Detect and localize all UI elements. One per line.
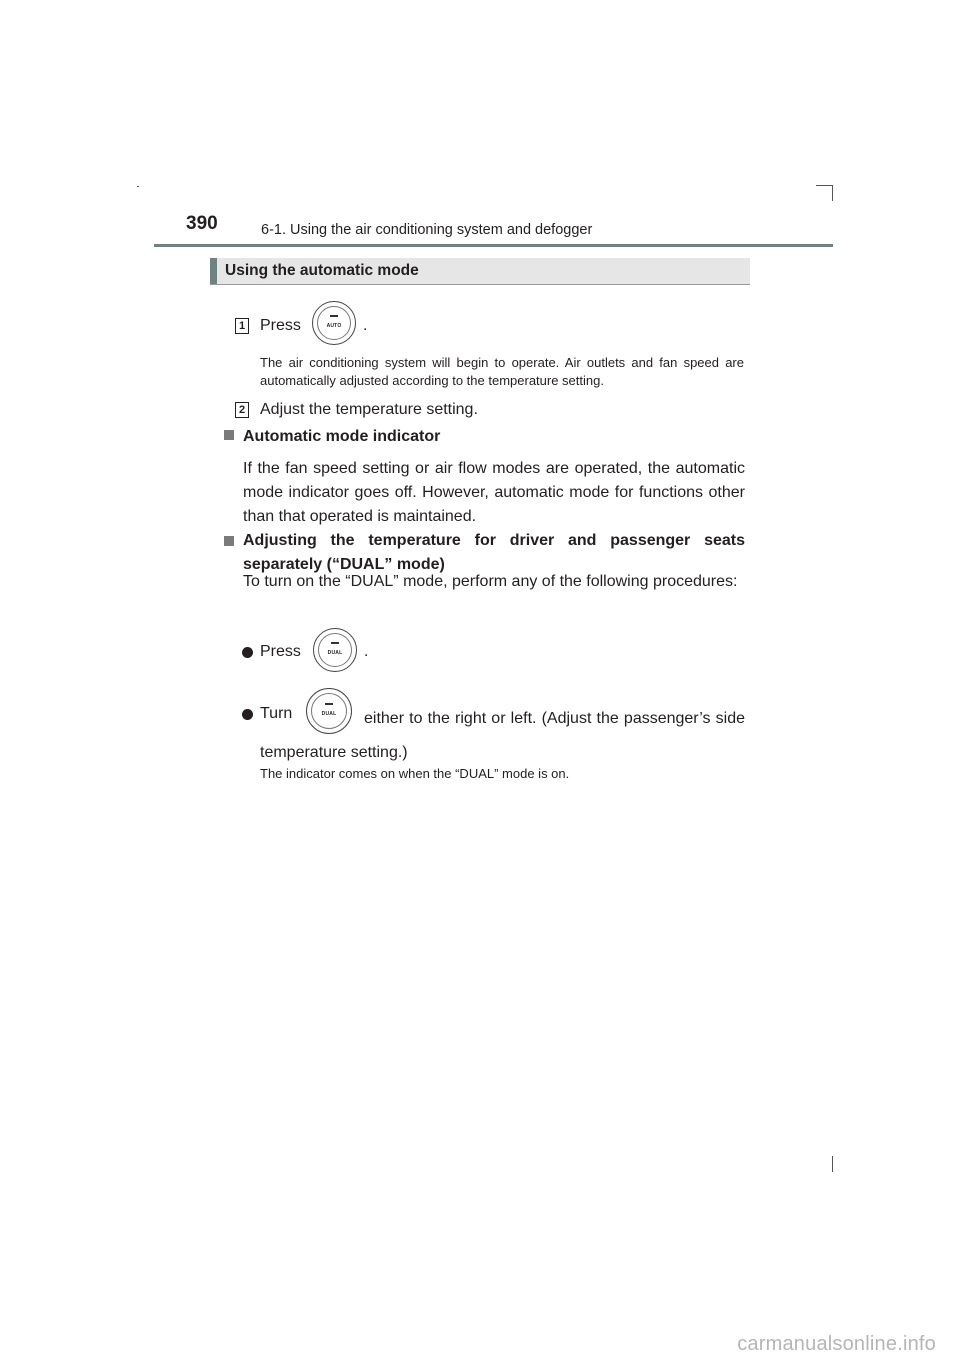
section-title: 6-1. Using the air conditioning system and defogger bbox=[261, 222, 593, 238]
section-2-note: The indicator comes on when the “DUAL” mode is on. bbox=[260, 766, 570, 781]
step-1-note: The air conditioning system will begin to operate. Air outlets and fan speed are automatically adjusted according to the temperature setting. bbox=[260, 355, 744, 388]
step-number-1: 1 bbox=[235, 318, 249, 334]
heading-title: Using the automatic mode bbox=[225, 262, 419, 279]
heading-band bbox=[210, 258, 750, 285]
step-1-text-after: . bbox=[363, 317, 368, 334]
auto-button-label: AUTO bbox=[326, 323, 342, 329]
section-1-title-text: Automatic mode indicator bbox=[243, 428, 441, 445]
crop-mark-bottom-right-v bbox=[832, 1156, 833, 1172]
bullet-2-text-after bbox=[260, 702, 745, 770]
bullet-dot-icon bbox=[242, 647, 253, 658]
section-1-title bbox=[224, 425, 440, 449]
dual-button-icon bbox=[313, 628, 357, 672]
bullet-2-text-after-span: either to the right or left. (Adjust the passenger’s side temperature setting.) bbox=[260, 710, 745, 761]
section-2-body: To turn on the “DUAL” mode, perform any of the following procedures: bbox=[243, 573, 738, 590]
crop-mark-top-left bbox=[137, 186, 139, 187]
auto-button-icon bbox=[312, 301, 356, 345]
bullet-1-text-after: . bbox=[364, 643, 369, 660]
step-number-2: 2 bbox=[235, 402, 249, 418]
step-1-text-before: Press bbox=[260, 317, 301, 334]
bullet-1-text-before: Press bbox=[260, 643, 301, 660]
watermark: carmanualsonline.info bbox=[737, 1333, 936, 1355]
step-2-text: Adjust the temperature setting. bbox=[260, 401, 478, 418]
section-2-title-text: Adjusting the temperature for driver and passenger seats separately (“DUAL” mode) bbox=[243, 532, 745, 573]
dual-button-label: DUAL bbox=[327, 650, 343, 656]
page-number: 390 bbox=[186, 213, 218, 234]
square-bullet-icon bbox=[224, 536, 234, 546]
section-1-body: If the fan speed setting or air flow modes are operated, the automatic mode indicator goes off. However, automatic mode for functions other than that operated is maintained. bbox=[243, 460, 745, 525]
dual-knob-label: DUAL bbox=[321, 711, 337, 717]
square-bullet-icon bbox=[224, 430, 234, 440]
dual-button-indicator bbox=[331, 642, 339, 644]
header-divider bbox=[154, 244, 833, 247]
crop-mark-top-right-h bbox=[816, 185, 833, 186]
heading-accent-bar bbox=[210, 258, 217, 284]
bullet-dot-icon bbox=[242, 709, 253, 720]
crop-mark-top-right-v bbox=[832, 185, 833, 201]
auto-button-indicator bbox=[330, 315, 338, 317]
step-1-text bbox=[260, 314, 301, 338]
bullet-2-text-before: Turn bbox=[260, 705, 293, 722]
